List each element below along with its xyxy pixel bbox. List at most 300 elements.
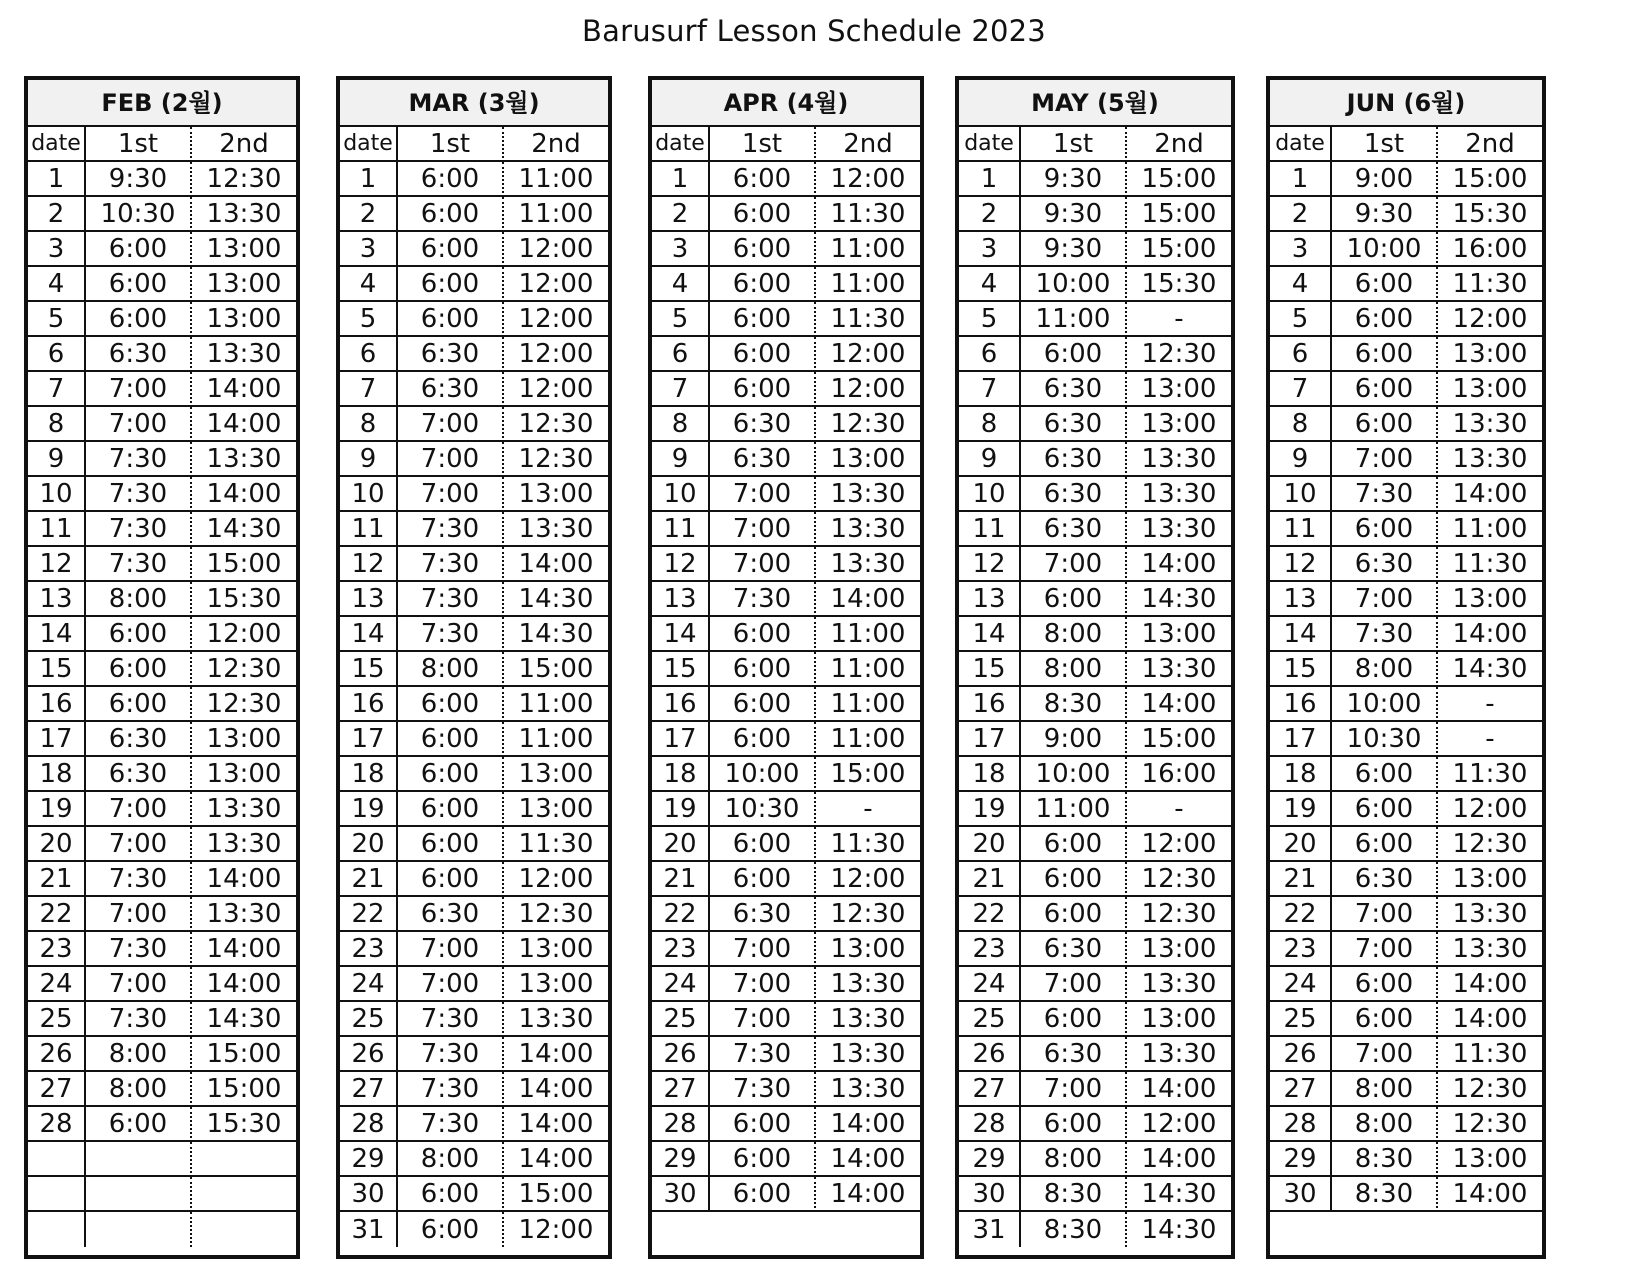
- date-cell: 8: [340, 407, 398, 442]
- second-lesson-time: 14:00: [504, 1037, 608, 1072]
- first-lesson-time: 6:00: [86, 302, 192, 337]
- date-cell: 30: [652, 1177, 710, 1212]
- second-lesson-time: 11:00: [816, 267, 920, 302]
- empty-time-cell: [86, 1177, 192, 1212]
- month-grid: [340, 127, 608, 1247]
- second-lesson-time: 15:00: [192, 1072, 296, 1107]
- date-cell: 4: [959, 267, 1021, 302]
- date-cell: 22: [652, 897, 710, 932]
- date-cell: 7: [959, 372, 1021, 407]
- second-lesson-time: 12:30: [504, 442, 608, 477]
- first-lesson-time: 9:30: [1021, 197, 1127, 232]
- first-lesson-time: 6:30: [710, 407, 816, 442]
- second-lesson-time: 13:30: [192, 197, 296, 232]
- second-lesson-time: 13:00: [192, 757, 296, 792]
- second-lesson-time: 12:00: [504, 232, 608, 267]
- date-cell: 19: [1270, 792, 1332, 827]
- date-cell: 15: [1270, 652, 1332, 687]
- first-lesson-time: 7:30: [398, 1107, 504, 1142]
- date-cell: 19: [959, 792, 1021, 827]
- first-lesson-time: 6:00: [398, 757, 504, 792]
- month-grid: [959, 127, 1231, 1247]
- date-cell: 25: [340, 1002, 398, 1037]
- date-cell: 6: [28, 337, 86, 372]
- date-cell: 23: [28, 932, 86, 967]
- first-lesson-time: 6:30: [1021, 372, 1127, 407]
- date-cell: 22: [340, 897, 398, 932]
- date-cell: 13: [959, 582, 1021, 617]
- first-lesson-time: 8:00: [86, 1072, 192, 1107]
- first-lesson-time: 7:30: [1332, 617, 1438, 652]
- first-lesson-time: 9:00: [1021, 722, 1127, 757]
- first-lesson-time: 6:30: [710, 442, 816, 477]
- first-lesson-time: 7:00: [1332, 1037, 1438, 1072]
- date-cell: 31: [340, 1212, 398, 1247]
- second-lesson-time: 13:00: [1127, 1002, 1231, 1037]
- date-cell: 4: [1270, 267, 1332, 302]
- second-column-header: 2nd: [1438, 127, 1542, 162]
- first-lesson-time: 6:00: [398, 232, 504, 267]
- first-lesson-time: 7:00: [1332, 932, 1438, 967]
- first-lesson-time: 7:00: [1332, 582, 1438, 617]
- second-lesson-time: 12:00: [1127, 1107, 1231, 1142]
- date-cell: 8: [652, 407, 710, 442]
- date-cell: 10: [1270, 477, 1332, 512]
- first-lesson-time: 6:00: [398, 827, 504, 862]
- second-lesson-time: 11:00: [816, 232, 920, 267]
- date-cell: 13: [652, 582, 710, 617]
- date-cell: 25: [28, 1002, 86, 1037]
- second-lesson-time: 13:00: [1127, 372, 1231, 407]
- second-lesson-time: 15:00: [1127, 722, 1231, 757]
- first-lesson-time: 7:30: [86, 1002, 192, 1037]
- empty-time-cell: [192, 1142, 296, 1177]
- date-cell: 11: [1270, 512, 1332, 547]
- first-lesson-time: 7:30: [86, 932, 192, 967]
- first-lesson-time: 6:00: [1332, 407, 1438, 442]
- date-cell: 29: [959, 1142, 1021, 1177]
- second-lesson-time: 12:30: [1438, 1107, 1542, 1142]
- date-cell: 19: [340, 792, 398, 827]
- date-cell: 20: [652, 827, 710, 862]
- empty-date-cell: [28, 1212, 86, 1247]
- second-lesson-time: 12:00: [192, 617, 296, 652]
- first-lesson-time: 6:30: [398, 897, 504, 932]
- date-cell: 27: [959, 1072, 1021, 1107]
- date-cell: 30: [1270, 1177, 1332, 1212]
- second-lesson-time: 13:00: [192, 232, 296, 267]
- second-lesson-time: 11:30: [1438, 267, 1542, 302]
- first-lesson-time: 7:00: [1021, 547, 1127, 582]
- first-lesson-time: 7:00: [398, 967, 504, 1002]
- second-lesson-time: 12:30: [1438, 827, 1542, 862]
- second-lesson-time: 14:00: [192, 967, 296, 1002]
- second-lesson-time: 14:30: [1127, 1177, 1231, 1212]
- month-grid: [652, 127, 920, 1247]
- date-cell: 28: [959, 1107, 1021, 1142]
- first-lesson-time: 6:00: [398, 302, 504, 337]
- second-lesson-time: 13:30: [1127, 477, 1231, 512]
- date-cell: 31: [959, 1212, 1021, 1247]
- first-lesson-time: 7:00: [86, 372, 192, 407]
- second-lesson-time: 12:30: [192, 652, 296, 687]
- first-lesson-time: 6:00: [710, 1177, 816, 1212]
- first-lesson-time: 8:30: [1021, 1212, 1127, 1247]
- empty-row: [1270, 1212, 1542, 1247]
- first-lesson-time: 7:30: [710, 1072, 816, 1107]
- date-cell: 25: [959, 1002, 1021, 1037]
- date-cell: 28: [28, 1107, 86, 1142]
- first-lesson-time: 6:00: [1332, 267, 1438, 302]
- second-lesson-time: 14:00: [1127, 1142, 1231, 1177]
- date-cell: 7: [340, 372, 398, 407]
- second-lesson-time: 13:00: [504, 757, 608, 792]
- second-lesson-time: 11:00: [504, 722, 608, 757]
- date-cell: 14: [652, 617, 710, 652]
- first-lesson-time: 6:00: [710, 862, 816, 897]
- second-lesson-time: 13:00: [1127, 617, 1231, 652]
- month-title: APR (4월): [652, 80, 920, 127]
- second-lesson-time: 13:30: [504, 512, 608, 547]
- date-cell: 22: [28, 897, 86, 932]
- second-column-header: 2nd: [816, 127, 920, 162]
- second-lesson-time: 13:30: [504, 1002, 608, 1037]
- first-lesson-time: 6:00: [86, 687, 192, 722]
- second-lesson-time: -: [1127, 302, 1231, 337]
- date-cell: 5: [28, 302, 86, 337]
- second-lesson-time: 12:30: [504, 407, 608, 442]
- date-cell: 27: [652, 1072, 710, 1107]
- date-column-header: date: [340, 127, 398, 162]
- date-cell: 29: [340, 1142, 398, 1177]
- date-cell: 5: [340, 302, 398, 337]
- first-lesson-time: 6:30: [1332, 547, 1438, 582]
- date-cell: 2: [959, 197, 1021, 232]
- date-cell: 12: [959, 547, 1021, 582]
- date-cell: 6: [959, 337, 1021, 372]
- second-lesson-time: 13:30: [192, 897, 296, 932]
- second-lesson-time: 11:30: [816, 827, 920, 862]
- second-lesson-time: 11:30: [504, 827, 608, 862]
- first-lesson-time: 7:30: [398, 547, 504, 582]
- second-lesson-time: 12:30: [816, 897, 920, 932]
- second-lesson-time: 12:00: [816, 337, 920, 372]
- second-lesson-time: 14:30: [504, 582, 608, 617]
- date-cell: 4: [652, 267, 710, 302]
- date-cell: 14: [28, 617, 86, 652]
- first-lesson-time: 8:00: [1332, 1072, 1438, 1107]
- date-cell: 15: [28, 652, 86, 687]
- first-lesson-time: 7:00: [710, 932, 816, 967]
- first-lesson-time: 6:00: [398, 862, 504, 897]
- first-lesson-time: 6:00: [398, 162, 504, 197]
- date-cell: 23: [959, 932, 1021, 967]
- date-cell: 7: [28, 372, 86, 407]
- second-lesson-time: 13:00: [504, 932, 608, 967]
- date-cell: 29: [1270, 1142, 1332, 1177]
- first-lesson-time: 6:30: [1021, 407, 1127, 442]
- second-lesson-time: 14:00: [816, 1177, 920, 1212]
- month-table: [336, 76, 612, 1259]
- date-cell: 9: [959, 442, 1021, 477]
- second-lesson-time: 11:00: [504, 197, 608, 232]
- first-lesson-time: 7:00: [86, 407, 192, 442]
- page-title: Barusurf Lesson Schedule 2023: [582, 14, 1046, 48]
- first-lesson-time: 6:00: [710, 267, 816, 302]
- month-table: [648, 76, 924, 1259]
- second-lesson-time: 12:30: [192, 162, 296, 197]
- second-lesson-time: 11:00: [816, 722, 920, 757]
- first-lesson-time: 7:30: [710, 1037, 816, 1072]
- date-cell: 26: [28, 1037, 86, 1072]
- date-cell: 15: [959, 652, 1021, 687]
- second-lesson-time: 13:00: [192, 302, 296, 337]
- date-cell: 17: [1270, 722, 1332, 757]
- second-lesson-time: 14:30: [1127, 582, 1231, 617]
- first-lesson-time: 6:00: [710, 652, 816, 687]
- month-title: FEB (2월): [28, 80, 296, 127]
- first-lesson-time: 7:00: [398, 477, 504, 512]
- first-lesson-time: 6:00: [710, 162, 816, 197]
- date-cell: 21: [652, 862, 710, 897]
- second-lesson-time: 12:30: [504, 897, 608, 932]
- date-cell: 11: [340, 512, 398, 547]
- first-lesson-time: 7:00: [1332, 442, 1438, 477]
- date-cell: 1: [1270, 162, 1332, 197]
- date-cell: 26: [340, 1037, 398, 1072]
- first-lesson-time: 7:30: [398, 1072, 504, 1107]
- second-lesson-time: 13:00: [816, 442, 920, 477]
- first-lesson-time: 8:30: [1332, 1142, 1438, 1177]
- second-lesson-time: 12:00: [504, 372, 608, 407]
- second-lesson-time: 13:30: [1127, 652, 1231, 687]
- date-cell: 11: [28, 512, 86, 547]
- first-lesson-time: 10:00: [1332, 687, 1438, 722]
- first-lesson-time: 6:00: [710, 1142, 816, 1177]
- month-title: JUN (6월): [1270, 80, 1542, 127]
- second-lesson-time: 14:00: [504, 1072, 608, 1107]
- first-lesson-time: 7:00: [398, 442, 504, 477]
- first-lesson-time: 6:30: [86, 722, 192, 757]
- date-cell: 20: [340, 827, 398, 862]
- first-lesson-time: 9:30: [1021, 232, 1127, 267]
- second-lesson-time: 12:30: [816, 407, 920, 442]
- date-cell: 7: [1270, 372, 1332, 407]
- first-lesson-time: 6:00: [86, 232, 192, 267]
- second-lesson-time: 15:00: [1127, 232, 1231, 267]
- date-cell: 3: [28, 232, 86, 267]
- first-lesson-time: 6:00: [86, 1107, 192, 1142]
- date-cell: 23: [340, 932, 398, 967]
- first-lesson-time: 6:00: [710, 197, 816, 232]
- date-cell: 12: [340, 547, 398, 582]
- second-lesson-time: 15:00: [1438, 162, 1542, 197]
- date-cell: 21: [1270, 862, 1332, 897]
- second-lesson-time: 14:00: [192, 407, 296, 442]
- date-cell: 14: [959, 617, 1021, 652]
- first-lesson-time: 6:30: [710, 897, 816, 932]
- date-cell: 3: [340, 232, 398, 267]
- first-lesson-time: 8:00: [1021, 617, 1127, 652]
- second-lesson-time: 13:00: [1438, 582, 1542, 617]
- first-lesson-time: 7:00: [710, 512, 816, 547]
- first-lesson-time: 6:00: [398, 197, 504, 232]
- second-lesson-time: 13:00: [504, 967, 608, 1002]
- second-lesson-time: 13:30: [192, 827, 296, 862]
- first-lesson-time: 6:00: [1021, 337, 1127, 372]
- date-cell: 27: [28, 1072, 86, 1107]
- second-lesson-time: 12:00: [1127, 827, 1231, 862]
- first-lesson-time: 6:00: [398, 687, 504, 722]
- second-lesson-time: 13:00: [1438, 372, 1542, 407]
- first-lesson-time: 6:00: [710, 687, 816, 722]
- first-lesson-time: 6:30: [398, 372, 504, 407]
- second-lesson-time: -: [1438, 722, 1542, 757]
- second-lesson-time: 14:00: [816, 1142, 920, 1177]
- date-cell: 21: [28, 862, 86, 897]
- second-lesson-time: 14:30: [504, 617, 608, 652]
- date-cell: 2: [652, 197, 710, 232]
- date-cell: 8: [28, 407, 86, 442]
- second-lesson-time: 14:00: [192, 477, 296, 512]
- date-cell: 24: [1270, 967, 1332, 1002]
- second-lesson-time: -: [816, 792, 920, 827]
- date-cell: 26: [959, 1037, 1021, 1072]
- first-lesson-time: 8:30: [1332, 1177, 1438, 1212]
- second-lesson-time: 12:00: [504, 862, 608, 897]
- second-lesson-time: 11:00: [816, 617, 920, 652]
- date-column-header: date: [959, 127, 1021, 162]
- second-column-header: 2nd: [192, 127, 296, 162]
- date-cell: 10: [28, 477, 86, 512]
- date-cell: 23: [652, 932, 710, 967]
- second-lesson-time: 13:30: [192, 792, 296, 827]
- second-lesson-time: 14:00: [192, 372, 296, 407]
- second-lesson-time: 12:00: [504, 302, 608, 337]
- date-cell: 7: [652, 372, 710, 407]
- first-lesson-time: 9:30: [86, 162, 192, 197]
- first-lesson-time: 10:00: [1021, 267, 1127, 302]
- first-lesson-time: 7:00: [398, 932, 504, 967]
- first-lesson-time: 9:30: [1332, 197, 1438, 232]
- first-lesson-time: 8:30: [1021, 1177, 1127, 1212]
- month-table: [1266, 76, 1546, 1259]
- second-lesson-time: 13:30: [1127, 512, 1231, 547]
- second-lesson-time: 13:30: [816, 547, 920, 582]
- date-cell: 26: [1270, 1037, 1332, 1072]
- first-lesson-time: 10:00: [1021, 757, 1127, 792]
- first-column-header: 1st: [398, 127, 504, 162]
- second-lesson-time: 13:30: [1438, 897, 1542, 932]
- second-lesson-time: 14:00: [192, 932, 296, 967]
- second-lesson-time: 15:30: [192, 582, 296, 617]
- second-lesson-time: 14:30: [1438, 652, 1542, 687]
- date-cell: 12: [1270, 547, 1332, 582]
- second-lesson-time: 13:30: [192, 442, 296, 477]
- second-lesson-time: 13:30: [1438, 932, 1542, 967]
- second-lesson-time: 13:00: [504, 792, 608, 827]
- first-lesson-time: 6:00: [86, 617, 192, 652]
- date-cell: 20: [1270, 827, 1332, 862]
- date-cell: 6: [340, 337, 398, 372]
- second-lesson-time: 13:30: [1438, 442, 1542, 477]
- second-lesson-time: -: [1438, 687, 1542, 722]
- second-lesson-time: -: [1127, 792, 1231, 827]
- date-cell: 8: [959, 407, 1021, 442]
- second-lesson-time: 14:00: [1438, 1177, 1542, 1212]
- first-lesson-time: 7:00: [710, 967, 816, 1002]
- date-column-header: date: [652, 127, 710, 162]
- first-lesson-time: 6:00: [1021, 827, 1127, 862]
- date-cell: 2: [340, 197, 398, 232]
- first-lesson-time: 6:00: [86, 652, 192, 687]
- second-lesson-time: 13:00: [1127, 932, 1231, 967]
- second-lesson-time: 13:30: [816, 1002, 920, 1037]
- empty-time-cell: [192, 1212, 296, 1247]
- first-lesson-time: 6:00: [710, 827, 816, 862]
- date-cell: 16: [1270, 687, 1332, 722]
- second-column-header: 2nd: [504, 127, 608, 162]
- second-lesson-time: 14:00: [504, 547, 608, 582]
- first-column-header: 1st: [86, 127, 192, 162]
- first-lesson-time: 7:30: [398, 1037, 504, 1072]
- date-cell: 6: [1270, 337, 1332, 372]
- first-lesson-time: 8:00: [1021, 652, 1127, 687]
- first-lesson-time: 7:30: [398, 512, 504, 547]
- second-lesson-time: 12:00: [1438, 792, 1542, 827]
- date-cell: 1: [652, 162, 710, 197]
- date-cell: 3: [652, 232, 710, 267]
- date-cell: 13: [1270, 582, 1332, 617]
- first-lesson-time: 7:00: [86, 792, 192, 827]
- date-cell: 28: [1270, 1107, 1332, 1142]
- date-cell: 9: [1270, 442, 1332, 477]
- first-lesson-time: 6:00: [86, 267, 192, 302]
- empty-date-cell: [28, 1142, 86, 1177]
- second-lesson-time: 14:00: [1127, 687, 1231, 722]
- month-title: MAY (5월): [959, 80, 1231, 127]
- first-lesson-time: 7:00: [710, 1002, 816, 1037]
- second-lesson-time: 12:30: [1438, 1072, 1542, 1107]
- second-lesson-time: 14:00: [1438, 967, 1542, 1002]
- date-cell: 11: [959, 512, 1021, 547]
- first-lesson-time: 6:00: [1332, 792, 1438, 827]
- second-lesson-time: 13:30: [816, 1072, 920, 1107]
- first-lesson-time: 6:00: [1332, 512, 1438, 547]
- first-lesson-time: 6:30: [1021, 477, 1127, 512]
- first-lesson-time: 6:30: [1021, 512, 1127, 547]
- second-lesson-time: 15:00: [192, 547, 296, 582]
- first-lesson-time: 6:00: [710, 372, 816, 407]
- date-cell: 27: [1270, 1072, 1332, 1107]
- date-cell: 5: [652, 302, 710, 337]
- date-cell: 4: [28, 267, 86, 302]
- second-lesson-time: 12:30: [192, 687, 296, 722]
- first-lesson-time: 6:00: [1332, 337, 1438, 372]
- date-cell: 22: [959, 897, 1021, 932]
- second-lesson-time: 12:30: [1127, 897, 1231, 932]
- empty-time-cell: [192, 1177, 296, 1212]
- second-lesson-time: 11:00: [1438, 512, 1542, 547]
- second-lesson-time: 13:00: [1438, 862, 1542, 897]
- first-lesson-time: 6:00: [710, 617, 816, 652]
- first-lesson-time: 6:00: [1021, 582, 1127, 617]
- date-cell: 5: [1270, 302, 1332, 337]
- first-lesson-time: 7:30: [86, 862, 192, 897]
- second-lesson-time: 13:00: [504, 477, 608, 512]
- date-cell: 18: [1270, 757, 1332, 792]
- first-lesson-time: 10:00: [710, 757, 816, 792]
